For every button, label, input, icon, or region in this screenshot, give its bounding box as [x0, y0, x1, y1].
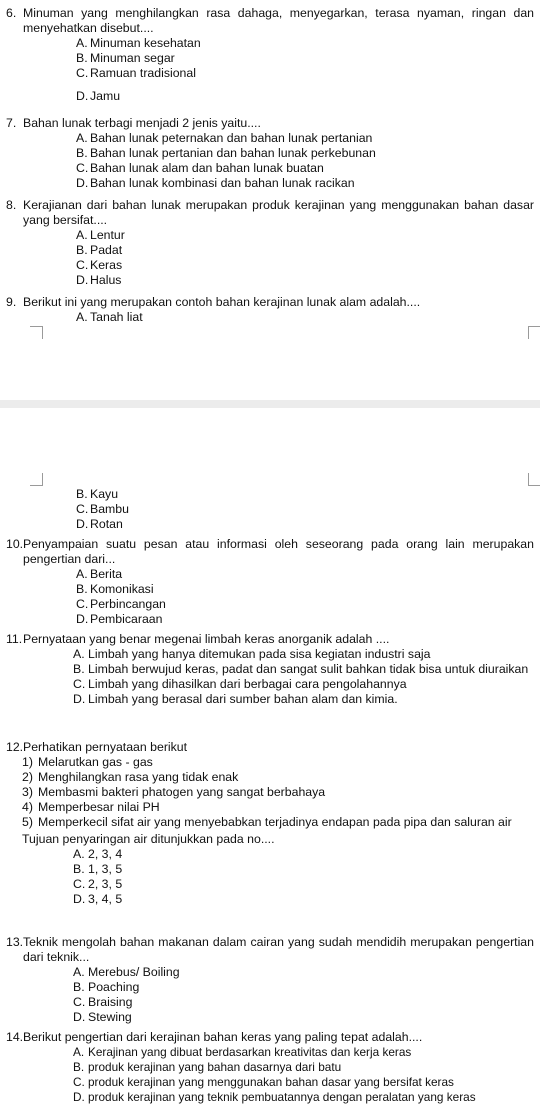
option-b[interactable]: B. Poaching: [73, 980, 140, 994]
crop-mark: [30, 473, 43, 486]
statement-5: 5) Memperkecil sifat air yang menyebabkan terjadinya endapan pada pipa dan saluran air: [22, 815, 512, 829]
option-b[interactable]: B. Kayu: [76, 487, 119, 501]
option-a[interactable]: A. Minuman kesehatan: [76, 36, 201, 50]
question-10: [0, 537, 540, 627]
option-b[interactable]: B. Minuman segar: [76, 51, 175, 65]
option-c[interactable]: C. Bahan lunak alam dan bahan lunak buatan: [76, 161, 324, 175]
option-b[interactable]: B. Padat: [76, 243, 123, 257]
option-d[interactable]: D. Pembicaraan: [76, 612, 163, 626]
question-11: [0, 632, 540, 707]
option-d[interactable]: D. 3, 4, 5: [73, 892, 123, 906]
question-14: [0, 1030, 540, 1105]
question-number: 8.: [6, 198, 17, 212]
question-12: [0, 740, 540, 907]
question-number: 7.: [6, 116, 17, 130]
crop-mark: [528, 326, 540, 339]
question-stem: 12. Perhatikan pernyataan berikut: [6, 740, 188, 754]
statement-4: 4) Memperbesar nilai PH: [22, 800, 160, 814]
option-d[interactable]: D. produk kerajinan yang teknik pembuatannya dengan peralatan yang keras: [73, 1090, 476, 1104]
page-divider: [0, 400, 540, 408]
option-d[interactable]: D. Jamu: [76, 89, 121, 103]
option-c[interactable]: C. Bambu: [76, 502, 129, 516]
option-a[interactable]: A. Kerajinan yang dibuat berdasarkan kreativitas dan kerja keras: [73, 1045, 412, 1059]
option-a[interactable]: A. Tanah liat: [76, 310, 143, 324]
question-stem: 6. Minuman yang menghilangkan rasa dahaga, menyegarkan, terasa nyaman, ringan dan menyehatkan disebut....: [6, 6, 534, 35]
option-a[interactable]: A. Lentur: [76, 228, 125, 242]
question-stem: 7. Bahan lunak terbagi menjadi 2 jenis yaitu....: [6, 116, 261, 130]
option-b[interactable]: B. 1, 3, 5: [73, 862, 123, 876]
option-c[interactable]: C. Keras: [76, 258, 123, 272]
statement-1: 1) Melarutkan gas - gas: [22, 755, 153, 769]
question-stem: 8. Kerajianan dari bahan lunak merupakan produk kerajinan yang menggunakan bahan dasar yang bersifat....: [6, 198, 534, 227]
option-a[interactable]: A. Merebus/ Boiling: [73, 965, 180, 979]
question-13: [0, 935, 540, 1025]
option-d[interactable]: D. Limbah yang berasal dari sumber bahan alam dan kimia.: [73, 692, 398, 706]
question-6: [0, 6, 540, 104]
crop-mark: [30, 326, 43, 339]
question-number: 10.: [6, 537, 24, 551]
option-c[interactable]: C. 2, 3, 5: [73, 877, 123, 891]
statement-2: 2) Menghilangkan rasa yang tidak enak: [22, 770, 239, 784]
option-d[interactable]: D. Stewing: [73, 1010, 132, 1024]
question-9-continued: [0, 487, 540, 532]
question-number: 9.: [6, 295, 17, 309]
statement-3: 3) Membasmi bakteri phatogen yang sangat berbahaya: [22, 785, 326, 799]
option-a[interactable]: A. Limbah yang hanya ditemukan pada sisa kegiatan industri saja: [73, 647, 431, 661]
option-c[interactable]: C. Ramuan tradisional: [76, 66, 196, 80]
question-number: 6.: [6, 6, 17, 20]
option-c[interactable]: C. Perbincangan: [76, 597, 166, 611]
option-a[interactable]: A. Berita: [76, 567, 123, 581]
option-a[interactable]: A. Bahan lunak peternakan dan bahan lunak pertanian: [76, 131, 373, 145]
question-9: [0, 295, 540, 325]
option-c[interactable]: C. Limbah yang dihasilkan dari berbagai cara pengolahannya: [73, 677, 407, 691]
option-c[interactable]: C. produk kerajinan yang menggunakan bahan dasar yang bersifat keras: [73, 1075, 454, 1089]
option-b[interactable]: B. produk kerajinan yang bahan dasarnya dari batu: [73, 1060, 342, 1074]
question-stem: 13. Teknik mengolah bahan makanan dalam cairan yang sudah mendidih merupakan pengertian dari teknik...: [6, 935, 534, 964]
option-b[interactable]: B. Bahan lunak pertanian dan bahan lunak perkebunan: [76, 146, 376, 160]
option-d[interactable]: D. Halus: [76, 273, 122, 287]
question-stem: 10. Penyampaian suatu pesan atau informasi oleh seseorang pada orang lain merupakan pengertian dari...: [6, 537, 534, 566]
question-stem: 11. Pernyataan yang benar megenai limbah keras anorganik adalah ....: [6, 632, 390, 646]
option-d[interactable]: D. Rotan: [76, 517, 123, 531]
crop-mark: [528, 473, 540, 486]
question-number: 12.: [6, 740, 24, 754]
question-stem: 14. Berikut pengertian dari kerajinan bahan keras yang paling tepat adalah....: [6, 1030, 423, 1044]
question-prompt: Tujuan penyaringan air ditunjukkan pada no....: [22, 832, 275, 846]
question-8: [0, 198, 540, 288]
question-number: 13.: [6, 935, 24, 949]
option-d[interactable]: D. Bahan lunak kombinasi dan bahan lunak racikan: [76, 176, 355, 190]
question-stem: 9. Berikut ini yang merupakan contoh bahan kerajinan lunak alam adalah....: [6, 295, 421, 309]
option-b[interactable]: B. Limbah berwujud keras, padat dan sangat sulit bahkan tidak bisa untuk diuraikan: [73, 662, 529, 676]
question-7: [0, 116, 540, 191]
option-b[interactable]: B. Komonikasi: [76, 582, 154, 596]
option-c[interactable]: C. Braising: [73, 995, 133, 1009]
question-number: 11.: [6, 632, 23, 646]
question-number: 14.: [6, 1030, 24, 1044]
option-a[interactable]: A. 2, 3, 4: [73, 847, 123, 861]
